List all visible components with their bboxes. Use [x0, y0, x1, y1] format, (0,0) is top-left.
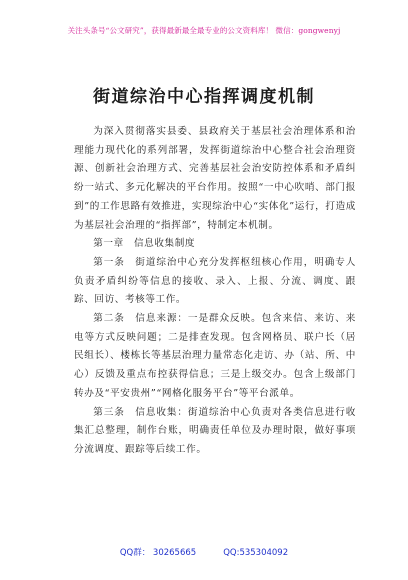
footer-contact: QQ群： 30265665 QQ:535304092	[119, 548, 289, 558]
article-paragraph: 第三条 信息收集：街道综治中心负责对各类信息进行收集汇总整理，制作台账，明确责任单位及办理时限，做好事项分流调度、跟踪等后续工作。	[74, 406, 356, 455]
article-paragraph: 第二条 信息来源：一是群众反映。包含来信、来访、来电等方式反映问题；二是排查发现。包含网格员、联户长（居民组长）、楼栋长等基层治理力量常态化走访、办（站、所、中心）反馈及重点布控获得信息；三是上级交办。包含上级部门转办及“平安贵州”“网格化服务平台”等平台派单。	[74, 313, 356, 399]
chapter-heading: 第一章 信息收集制度	[93, 238, 196, 250]
article-paragraph: 第一条 街道综治中心充分发挥枢纽核心作用，明确专人负责矛盾纠纷等信息的接收、录入、上报、分流、调度、跟踪、回访、考核等工作。	[74, 256, 356, 306]
document-title: 街道综治中心指挥调度机制	[93, 87, 315, 107]
intro-paragraph: 为深入贯彻落实县委、县政府关于基层社会治理体系和治理能力现代化的系列部署，发挥街道综治中心整合社会治理资源、创新社会治理方式、完善基层社会治安防控体系和矛盾纠纷一站式、多元化解决的平台作用。按照“一中心吹哨、部门报到”的工作思路有效推进，实现综治中心“实体化”运行，打造成为基层社会治理的“指挥部”，特制定本机制。	[74, 126, 356, 231]
header-banner: 关注头条号“公文研究”，获得最新最全最专业的公文资料库！ 微信：gongwenyj	[67, 26, 341, 35]
document-body	[74, 123, 356, 460]
